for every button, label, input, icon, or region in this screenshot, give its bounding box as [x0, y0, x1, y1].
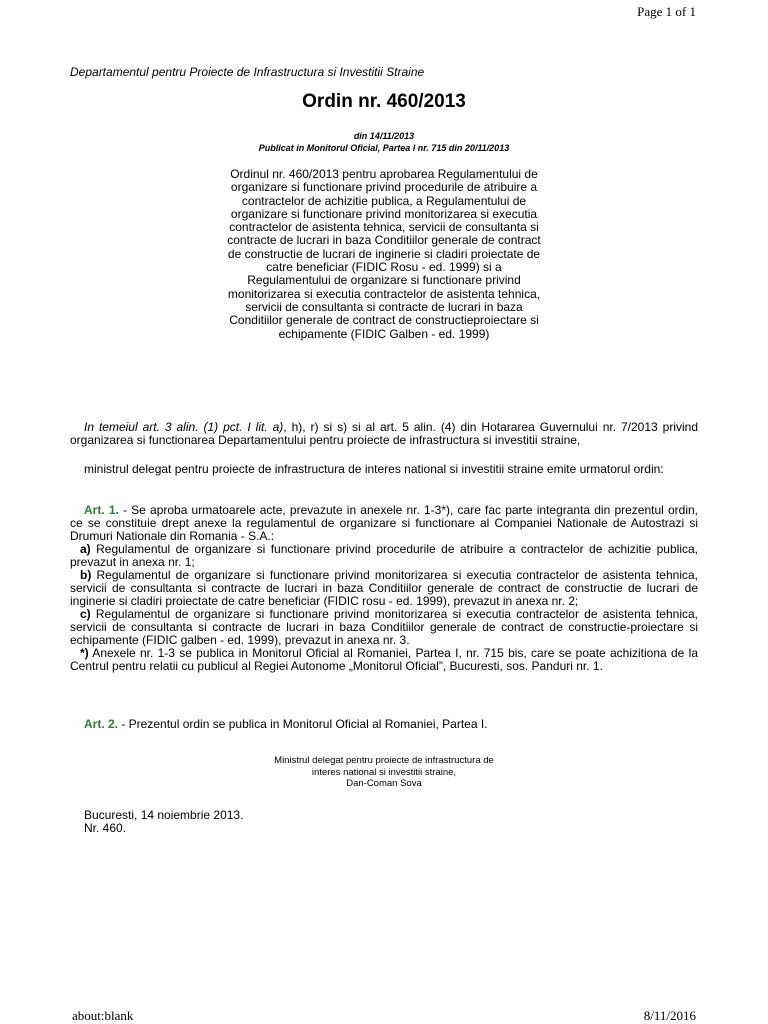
list-item-text: Anexele nr. 1-3 se publica in Monitorul Oficial al Romaniei, Partea I, nr. 715 bis, care se poate achizitiona de la Centrul pentru relatii cu publicul al Regiei Autonome „Monitorul Oficial”, Bucuresti, sos. Panduri nr. 1.: [70, 646, 698, 673]
signatory-name: Dan-Coman Sova: [346, 778, 422, 789]
list-item: [70, 569, 698, 608]
legal-basis-italic: In temeiul art. 3 alin. (1) pct. I lit. a): [84, 420, 284, 434]
list-item-text: Regulamentul de organizare si functionare privind monitorizarea si executia contractelor de asistenta tehnica, servicii de consultanta si contracte de lucrari in baza Conditiilor generale de contract de constructie de lucrari de inginerie si cladiri proiectate de catre beneficiar (FIDIC rosu - ed. 1999), prevazut in anexa nr. 2;: [70, 568, 698, 608]
signature-block: [234, 755, 534, 790]
order-date: din 14/11/2013: [353, 131, 415, 141]
article-2: [70, 718, 698, 731]
signature-line-2: interes national si investitii straine,: [311, 766, 457, 778]
legal-basis-paragraph: [70, 421, 698, 447]
footer-url: about:blank: [72, 1008, 134, 1023]
place-date: Bucuresti, 14 noiembrie 2013.: [84, 808, 244, 822]
department-name: Departamentul pentru Proiecte de Infrastructura si Investitii Straine: [70, 65, 425, 79]
list-item-key: *): [80, 646, 89, 660]
place-date-block: [84, 809, 243, 835]
minister-intro-paragraph: ministrul delegat pentru proiecte de infrastructura de interes national si investitii straine emite urmatorul ordin:: [84, 462, 664, 476]
list-item-key: a): [80, 542, 91, 556]
footer-date: 8/11/2016: [643, 1008, 696, 1023]
article-2-label: Art. 2.: [84, 717, 119, 731]
article-1: [70, 504, 698, 673]
article-1-text: - Se aproba urmatoarele acte, prevazute in anexele nr. 1-3*), care fac parte integranta din prezentul ordin, ce se constituie drept anexe la regulamentul de organizare si functionare al Companiei Nationale de Autostrazi si Drumuri Nationale din Romania - S.A.:: [70, 503, 698, 543]
article-2-text: - Prezentul ordin se publica in Monitorul Oficial al Romaniei, Partea I.: [118, 717, 488, 731]
legal-basis-rest: , h), r) si s) si al art. 5 alin. (4) din Hotararea Guvernului nr. 7/2013 privind organizarea si functionarea Departamentului pentru proiecte de infrastructura si investitii straine,: [70, 420, 699, 447]
publication-info: Publicat in Monitorul Oficial, Partea I nr. 715 din 20/11/2013: [258, 143, 510, 153]
article-1-label: Art. 1.: [84, 503, 119, 517]
signature-line-1: Ministrul delegat pentru proiecte de infrastructura de: [274, 755, 494, 766]
page-title: Ordin nr. 460/2013: [302, 91, 466, 112]
list-item: [70, 647, 698, 673]
list-item-text: Regulamentul de organizare si functionare privind procedurile de atribuire a contractelor de achizitie publica, prevazut in anexa nr. 1;: [70, 542, 698, 569]
order-summary: Ordinul nr. 460/2013 pentru aprobarea Regulamentului de organizare si functionare privind procedurile de atribuire a contractelor de achizitie publica, a Regulamentului de organizare si functionare privind monitorizarea si executia contractelor de asistenta tehnica, servicii de consultanta si contracte de lucrari in baza Conditiilor generale de contract de constructie de lucrari de inginerie si cladiri proiectate de catre beneficiar (FIDIC Rosu - ed. 1999) si a Regulamentului de organizare si functionare privind monitorizarea si executia contractelor de asistenta tehnica, servicii de consultanta si contracte de lucrari in baza Conditiilor generale de contract de constructieproiectare si echipamente (FIDIC Galben - ed. 1999): [227, 167, 541, 341]
order-number: Nr. 460.: [84, 821, 127, 835]
list-item-text: Regulamentul de organizare si functionare privind monitorizarea si executia contractelor de asistenta tehnica, servicii de consultanta si contracte de lucrari in baza Conditiilor generale de contract de constructie-proiectare si echipamente (FIDIC galben - ed. 1999), prevazut in anexa nr. 3.: [70, 607, 698, 647]
list-item: [70, 543, 698, 569]
list-item: [70, 608, 698, 647]
article-1-intro: [70, 504, 698, 543]
page-number: Page 1 of 1: [637, 4, 696, 19]
list-item-key: c): [80, 607, 91, 621]
list-item-key: b): [80, 568, 92, 582]
